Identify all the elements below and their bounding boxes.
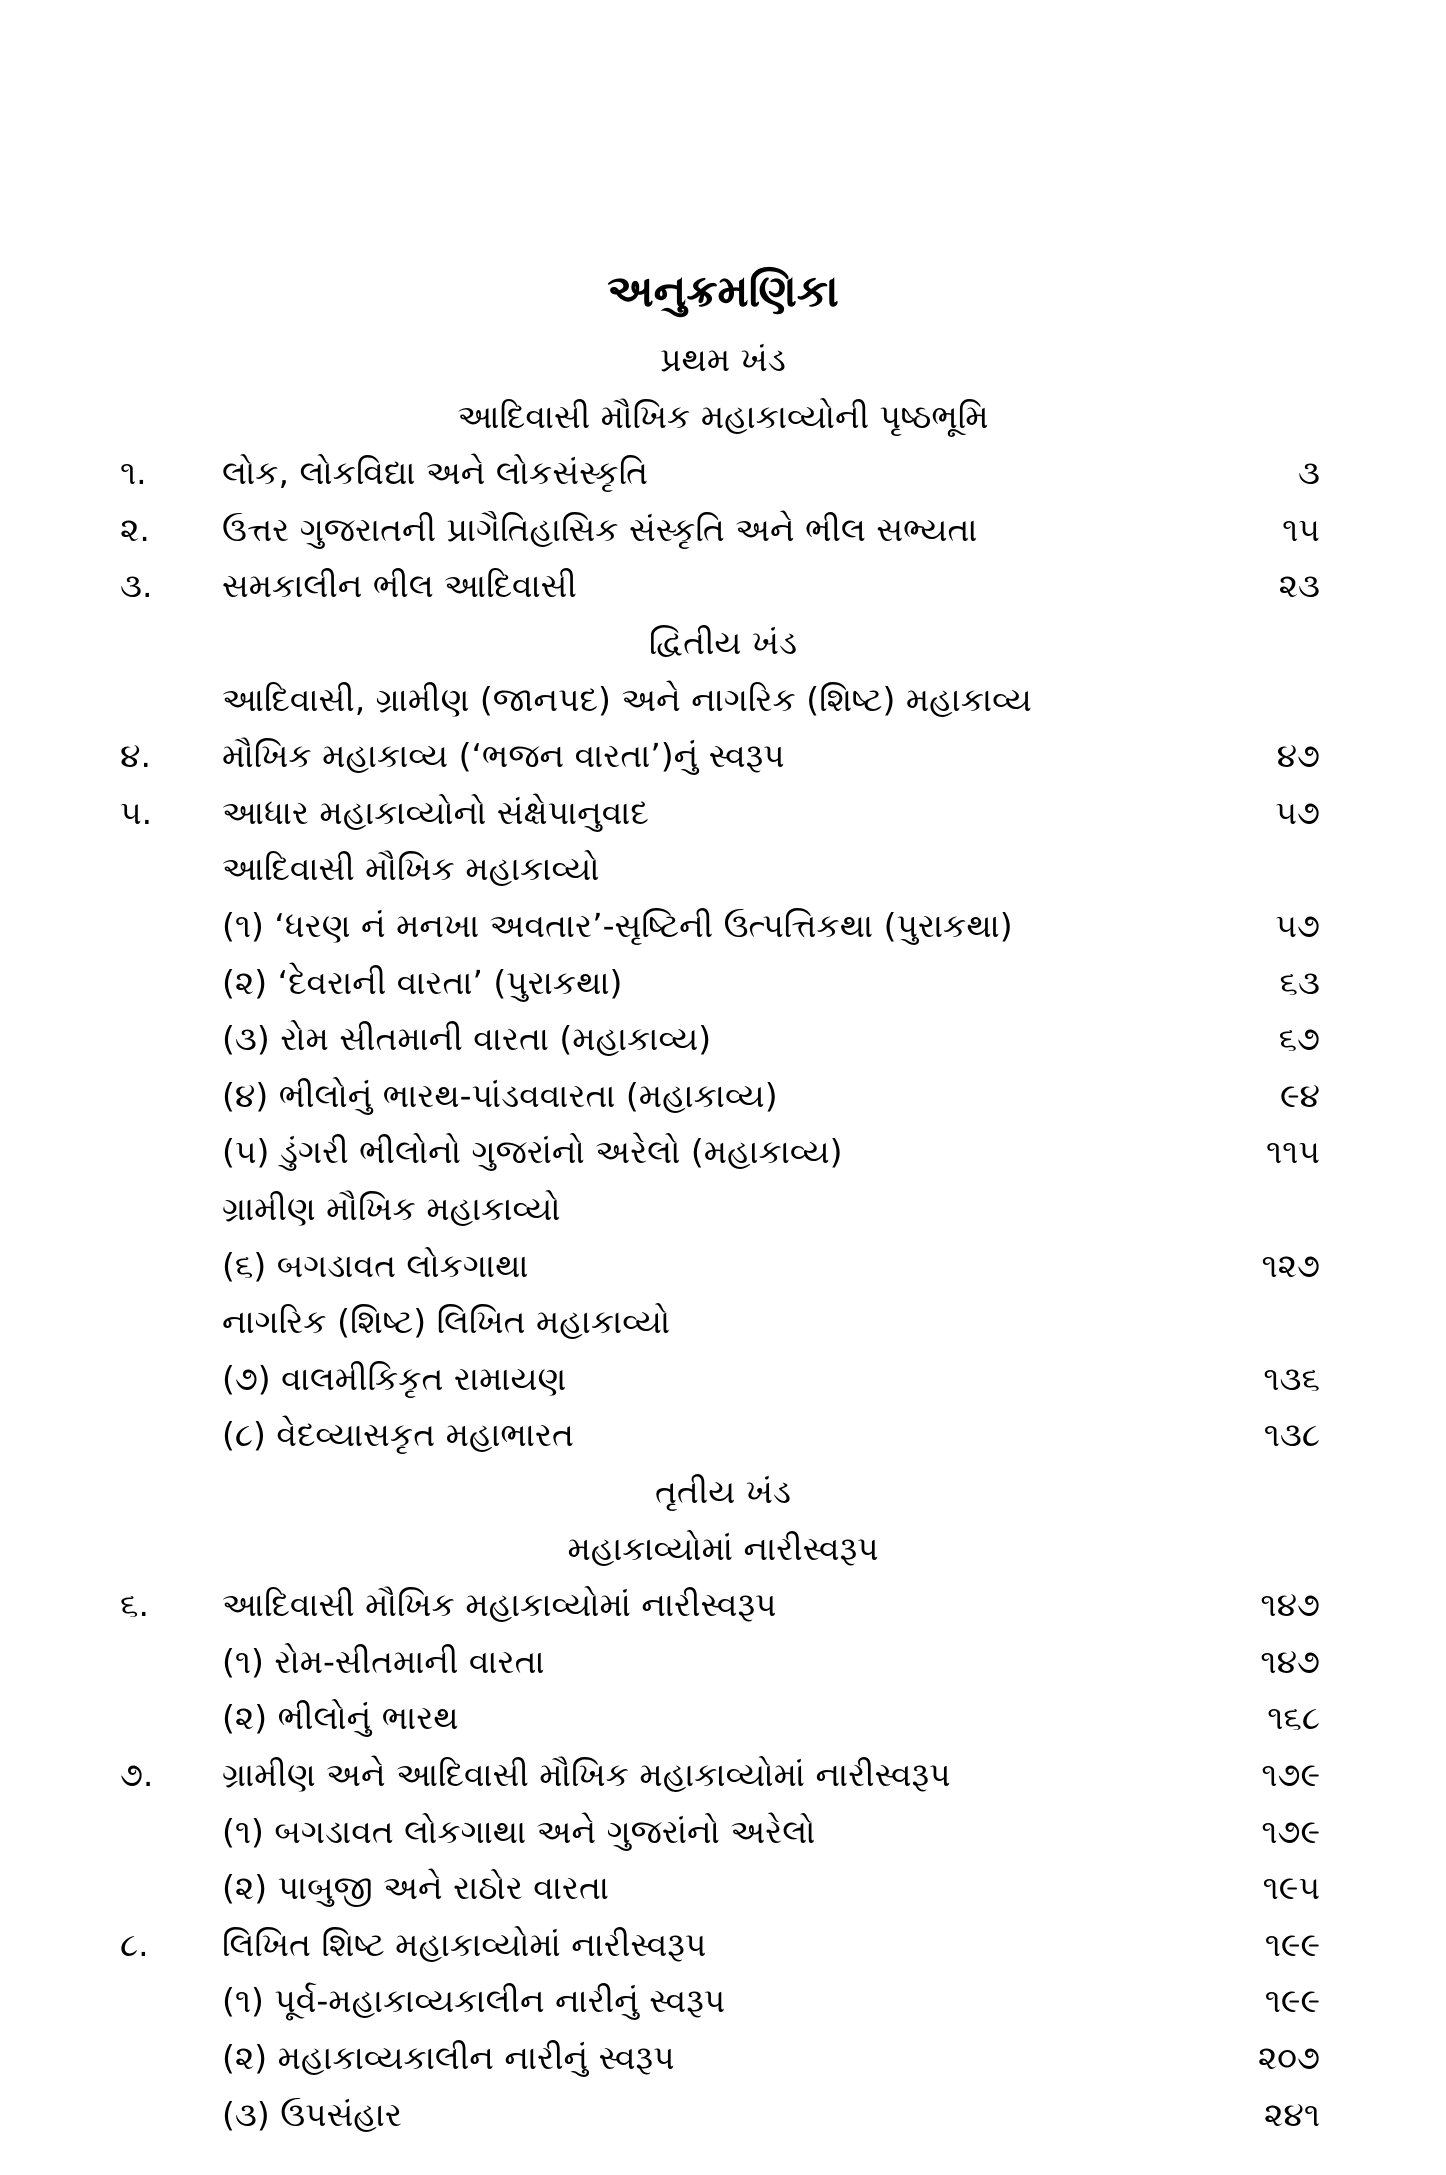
entry-number: ૪.: [120, 736, 151, 776]
toc-entry: [0, 1634, 1446, 1690]
entry-page-number: ૧૭૯: [1261, 1811, 1320, 1851]
toc-entry: [0, 502, 1446, 558]
entry-page-number: ૧૨૭: [1261, 1245, 1320, 1285]
entry-title: (૩) રોમ સીતમાની વારતા (મહાકાવ્ય): [222, 1019, 712, 1059]
entry-title: સમકાલીન ભીલ આદિવાસી: [222, 566, 577, 606]
group-heading: [0, 672, 1446, 728]
entry-title: (૨) ભીલોનું ભારથ: [222, 1698, 459, 1738]
section-heading-text: પ્રથમ ખંડ: [660, 340, 786, 379]
toc-entry: [0, 1011, 1446, 1067]
entry-title: આદિવાસી મૌખિક મહાકાવ્યો: [222, 849, 600, 889]
entry-title: (૭) વાલમીકિકૃત રામાયણ: [222, 1358, 567, 1398]
toc-entry: [0, 785, 1446, 841]
entry-page-number: ૧૬૮: [1267, 1698, 1320, 1738]
entry-page-number: ૧૯૯: [1264, 1981, 1320, 2021]
section-heading: [0, 389, 1446, 445]
toc-entry: [0, 1804, 1446, 1860]
entry-title: ઉત્તર ગુજરાતની પ્રાગૈતિહાસિક સંસ્કૃતિ અને ભીલ સભ્યતા: [222, 509, 978, 549]
entry-title: (૧) બગડાવત લોકગાથા અને ગુજરાંનો અરેલો: [222, 1811, 816, 1851]
entry-title: લોક, લોકવિદ્યા અને લોકસંસ્કૃતિ: [222, 453, 649, 493]
section-heading-text: દ્વિતીય ખંડ: [648, 623, 798, 662]
section-heading: [0, 615, 1446, 671]
entry-title: (૮) વેદવ્યાસકૃત મહાભારત: [222, 1415, 574, 1455]
toc-entry: [0, 955, 1446, 1011]
entry-title: ગ્રામીણ અને આદિવાસી મૌખિક મહાકાવ્યોમાં નારીસ્વરૂપ: [222, 1755, 951, 1794]
toc-entry: [0, 1068, 1446, 1124]
entry-title: (૬) બગડાવત લોકગાથા: [222, 1245, 529, 1285]
toc-entry: [0, 1124, 1446, 1180]
entry-page-number: ૨૩: [1278, 566, 1320, 606]
entry-title: (૨) મહાકાવ્યકાલીન નારીનું સ્વરૂપ: [222, 2038, 675, 2077]
toc-entry: [0, 1917, 1446, 1973]
toc-entry: [0, 1690, 1446, 1746]
section-heading: [0, 1464, 1446, 1520]
group-heading: [0, 1294, 1446, 1350]
section-heading-text: મહાકાવ્યોમાં નારીસ્વરૂપ: [567, 1528, 879, 1568]
entry-number: ૬.: [120, 1585, 149, 1625]
entry-title: (૧) રોમ-સીતમાની વારતા: [222, 1641, 545, 1681]
entry-number: ૫.: [120, 792, 153, 832]
toc-entry: [0, 1747, 1446, 1803]
entry-page-number: ૧૭૯: [1261, 1755, 1320, 1794]
entry-page-number: ૨૦૭: [1257, 2038, 1320, 2077]
group-heading: [0, 841, 1446, 897]
toc-entry: [0, 1973, 1446, 2029]
entry-page-number: ૬૩: [1279, 962, 1320, 1002]
entry-page-number: ૪૭: [1276, 736, 1320, 776]
entry-page-number: ૯૪: [1280, 1075, 1320, 1115]
entry-page-number: ૧૪૭: [1260, 1641, 1320, 1681]
toc-entry: [0, 1860, 1446, 1916]
entry-page-number: ૬૭: [1278, 1019, 1320, 1059]
entry-number: ૩.: [120, 566, 153, 606]
entry-page-number: ૫૭: [1275, 792, 1320, 832]
entry-title: નાગરિક (શિષ્ટ) લિખિત મહાકાવ્યો: [222, 1302, 671, 1342]
entry-page-number: ૫૭: [1275, 906, 1320, 945]
toc-entry: [0, 1407, 1446, 1463]
entry-title: લિખિત શિષ્ટ મહાકાવ્યોમાં નારીસ્વરૂપ: [222, 1924, 707, 1964]
toc-entry: [0, 445, 1446, 501]
entry-title: (૨) પાબુજી અને રાઠોર વારતા: [222, 1868, 609, 1908]
section-heading: [0, 1521, 1446, 1577]
toc-entry: [0, 898, 1446, 954]
entry-page-number: ૧૧૫: [1265, 1132, 1320, 1172]
entry-title: આદિવાસી મૌખિક મહાકાવ્યોમાં નારીસ્વરૂપ: [222, 1585, 777, 1625]
entry-number: ૨.: [120, 509, 150, 549]
entry-title: આધાર મહાકાવ્યોનો સંક્ષેપાનુવાદ: [222, 792, 649, 832]
entry-page-number: ૧૪૭: [1260, 1585, 1320, 1625]
entry-title: (૩) ઉપસંહાર: [222, 2094, 402, 2134]
entry-title: (૪) ભીલોનું ભારથ-પાંડવવારતા (મહાકાવ્ય): [222, 1075, 778, 1115]
entry-title: ગ્રામીણ મૌખિક મહાકાવ્યો: [222, 1189, 561, 1228]
entry-title: (૧) પૂર્વ-મહાકાવ્યકાલીન નારીનું સ્વરૂપ: [222, 1981, 726, 2021]
section-heading-text: આદિવાસી મૌખિક મહાકાવ્યોની પૃષ્ઠભૂમિ: [457, 396, 989, 436]
toc-entry: [0, 728, 1446, 784]
entry-page-number: ૨૪૧: [1263, 2094, 1320, 2134]
entry-title: મૌખિક મહાકાવ્ય (‘ભજન વારતા’)નું સ્વરૂપ: [222, 736, 785, 776]
toc-entry: [0, 1577, 1446, 1633]
entry-page-number: ૧૯૯: [1264, 1924, 1320, 1964]
entry-number: ૭.: [120, 1755, 154, 1794]
entry-page-number: ૧૩૬: [1263, 1358, 1320, 1398]
toc-entry: [0, 1351, 1446, 1407]
entry-number: ૮.: [120, 1924, 149, 1964]
section-heading-text: તૃતીય ખંડ: [655, 1472, 791, 1511]
section-heading: [0, 332, 1446, 388]
entry-number: ૧.: [120, 453, 147, 493]
entry-page-number: ૧૯૫: [1262, 1868, 1320, 1908]
entry-page-number: ૧૩૮: [1263, 1415, 1320, 1455]
entry-page-number: ૧૫: [1282, 509, 1320, 549]
toc-entry: [0, 2030, 1446, 2086]
toc-entry: [0, 1238, 1446, 1294]
toc-entry: [0, 558, 1446, 614]
entry-title: (૫) ડુંગરી ભીલોનો ગુજરાંનો અરેલો (મહાકાવ્ય): [222, 1132, 843, 1172]
page-title: અનુક્રમણિકા: [607, 266, 839, 317]
entry-title: (૧) ‘ધરણ નં મનખા અવતાર’-સૃષ્ટિની ઉત્પત્તિકથા (પુરાકથા): [222, 906, 1013, 945]
entry-title: આદિવાસી, ગ્રામીણ (જાનપદ) અને નાગરિક (શિષ્ટ) મહાકાવ્ય: [222, 679, 1032, 719]
entry-page-number: ૩: [1298, 453, 1320, 493]
toc-entry: [0, 2087, 1446, 2143]
group-heading: [0, 1181, 1446, 1237]
entry-title: (૨) ‘દેવરાની વારતા’ (પુરાકથા): [222, 962, 623, 1002]
